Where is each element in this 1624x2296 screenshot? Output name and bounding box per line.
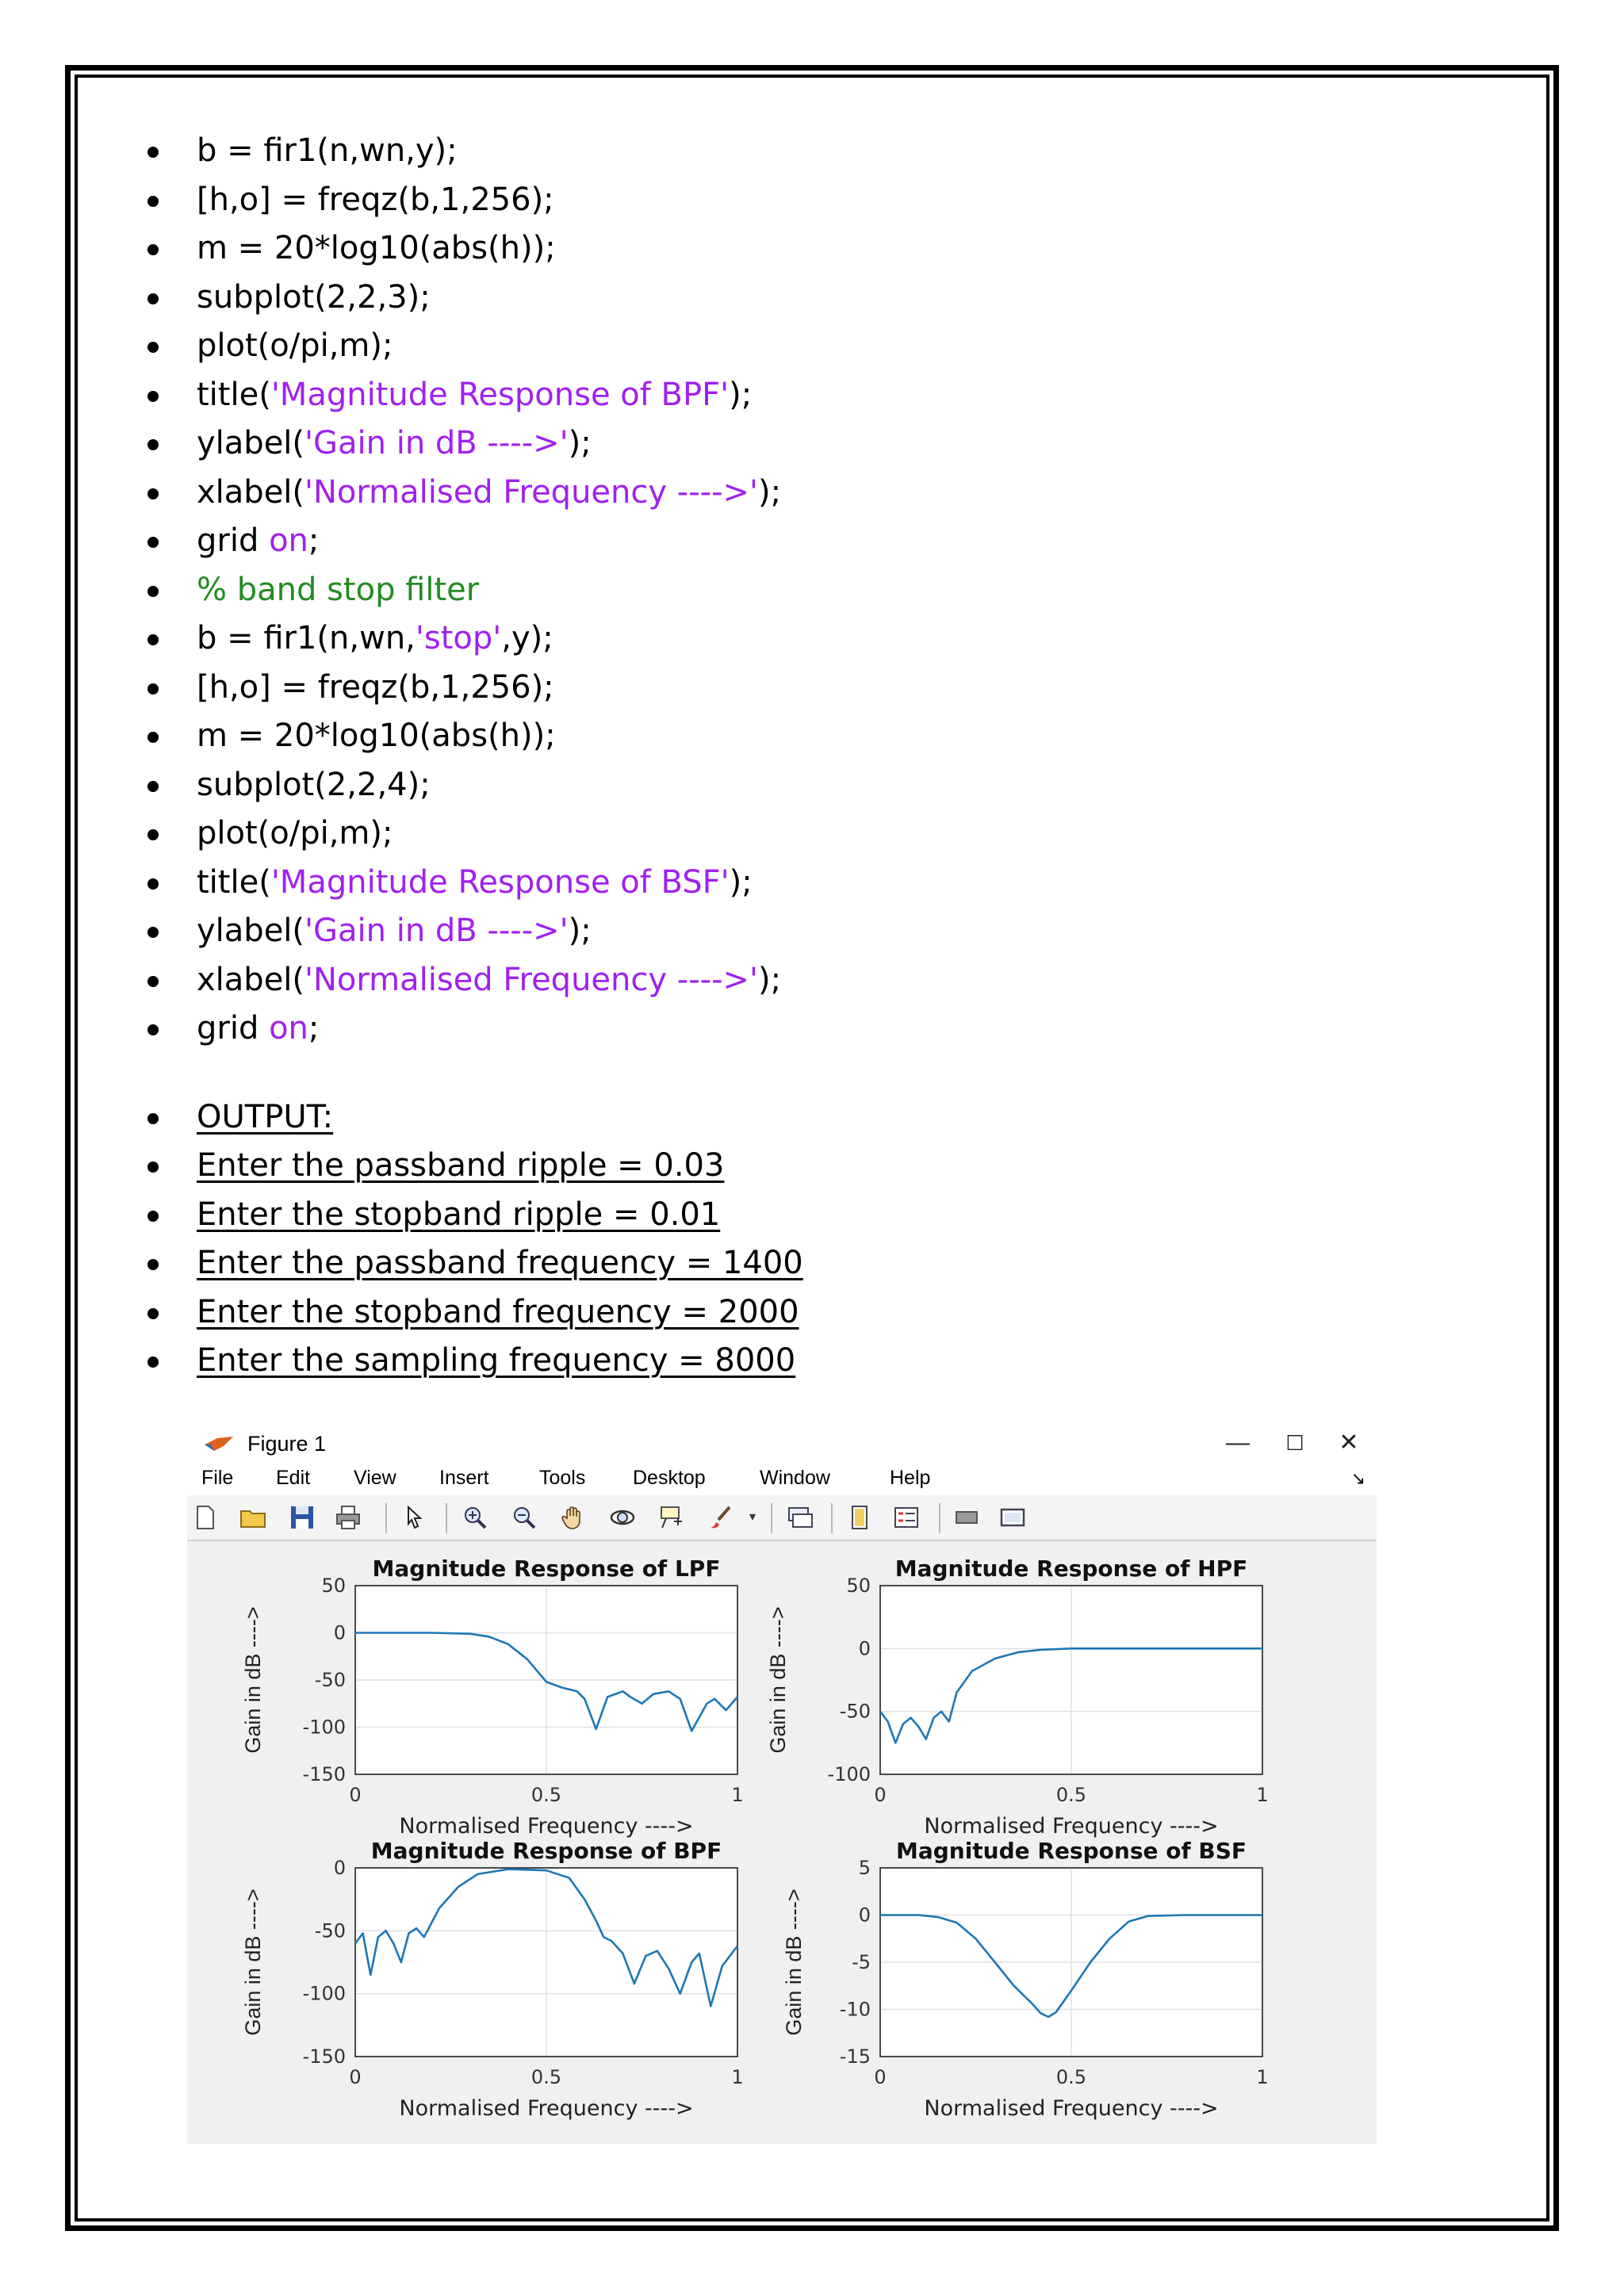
menu-tools[interactable]: Tools [539,1467,586,1489]
code-string: 'Magnitude Response of BSF' [270,863,730,901]
brush-icon[interactable] [707,1504,734,1531]
chart-title: Magnitude Response of BPF [370,1838,722,1864]
code-text: [h,o] = freqz(b,1,256); [197,181,554,218]
figure-toolbar [187,1495,1377,1541]
code-text: ); [568,913,592,949]
y-axis-label: Gain in dB ----> [241,1888,265,2036]
code-line [140,809,1488,859]
code-text: subplot(2,2,4); [197,766,431,803]
code-line [140,517,1488,566]
code-text: plot(o/pi,m); [197,815,393,851]
menu-view[interactable]: View [354,1467,396,1489]
y-tick-label: -15 [839,2045,871,2068]
toolbar-separator [831,1503,833,1533]
code-line [140,371,1488,420]
x-axis-label: Normalised Frequency ----> [399,2096,694,2121]
code-line [140,859,1488,908]
code-text: xlabel( [197,473,305,511]
menu-file[interactable]: File [201,1467,234,1489]
code-string: 'stop' [415,620,502,656]
code-listing [140,127,1488,1386]
x-tick-label: 0 [349,1784,362,1806]
code-string: on [269,522,308,559]
y-tick-label: 0 [333,1857,346,1879]
brush-dropdown-arrow-icon[interactable]: ▾ [749,1510,756,1524]
x-tick-label: 0 [874,2066,887,2088]
data-cursor-icon[interactable] [658,1504,685,1531]
y-tick-label: -10 [839,1998,871,2021]
toolbar-separator [446,1503,447,1533]
code-string: on [269,1010,308,1047]
x-tick-label: 1 [1256,1784,1269,1806]
code-text: m = 20*log10(abs(h)); [197,718,556,754]
y-tick-label: -5 [852,1951,871,1973]
y-tick-label: -100 [302,1982,346,2005]
menu-insert[interactable]: Insert [439,1467,489,1489]
code-comment: % band stop filter [197,571,480,608]
output-text: Enter the stopband frequency = 2000 [197,1293,799,1330]
print-icon[interactable] [335,1504,362,1531]
new-file-icon[interactable] [192,1504,219,1531]
code-text: xlabel( [197,961,305,998]
code-line [140,907,1488,956]
output-line [140,1191,1488,1240]
code-string: 'Normalised Frequency ---->' [304,473,759,511]
code-text: ylabel( [197,425,305,461]
code-text: ); [568,425,592,461]
code-text: grid [197,522,270,559]
code-line [140,176,1488,225]
code-text: title( [197,376,271,413]
colorbar-icon[interactable] [847,1504,874,1531]
x-tick-label: 0 [349,2066,362,2088]
y-tick-label: 50 [321,1575,346,1597]
x-tick-label: 1 [731,2066,744,2088]
plot-area [187,1541,1377,2144]
code-line [140,127,1488,176]
code-string: 'Gain in dB ---->' [304,425,569,461]
toolbar-separator [385,1503,387,1533]
menu-window[interactable]: Window [760,1467,830,1489]
x-tick-label: 0.5 [530,2066,562,2088]
toolbar-separator [939,1503,940,1533]
x-tick-label: 0.5 [1055,1784,1087,1806]
y-tick-label: 5 [858,1857,871,1879]
hide-plot-tools-icon[interactable] [953,1504,980,1531]
output-line [140,1288,1488,1337]
y-tick-label: -50 [314,1669,346,1691]
open-folder-icon[interactable] [239,1504,266,1531]
zoom-in-icon[interactable] [462,1504,488,1531]
x-axis-label: Normalised Frequency ----> [924,2096,1219,2121]
y-tick-label: -100 [302,1716,346,1739]
x-tick-label: 1 [731,1784,744,1806]
y-tick-label: 50 [846,1575,871,1597]
output-text: Enter the passband frequency = 1400 [197,1245,803,1281]
x-tick-label: 1 [1256,2066,1269,2088]
x-axis-label: Normalised Frequency ----> [924,1814,1219,1839]
pan-hand-icon[interactable] [560,1504,587,1531]
y-tick-label: -50 [314,1919,346,1942]
y-axis-label: Gain in dB ----> [766,1606,790,1754]
code-line [140,664,1488,713]
chart-title: Magnitude Response of LPF [372,1556,721,1582]
code-line [140,224,1488,274]
y-tick-label: -50 [839,1700,871,1723]
code-text: ,y); [501,620,553,656]
link-plot-icon[interactable] [787,1504,814,1531]
y-tick-label: -150 [302,1763,346,1785]
code-line [140,761,1488,810]
code-line [140,419,1488,469]
x-tick-label: 0 [874,1784,887,1806]
code-text: b = fir1(n,wn,y); [197,132,458,169]
output-heading [140,1093,1488,1142]
output-text: OUTPUT: [197,1098,334,1135]
code-line [140,566,1488,615]
output-text: Enter the sampling frequency = 8000 [197,1342,796,1379]
figure-title-bar [187,1424,1377,1462]
code-line [140,956,1488,1005]
y-tick-label: 0 [333,1621,346,1644]
rotate-3d-icon[interactable] [609,1504,636,1531]
code-string: 'Normalised Frequency ---->' [304,961,759,998]
output-line [140,1142,1488,1191]
toolbar-separator [771,1503,772,1533]
y-tick-label: 0 [858,1637,871,1660]
minimize-button[interactable]: — [1226,1429,1250,1456]
output-text: Enter the stopband ripple = 0.01 [197,1196,721,1233]
y-tick-label: -150 [302,2045,346,2068]
code-text: ); [729,863,753,901]
y-tick-label: 0 [858,1904,871,1927]
code-text: [h,o] = freqz(b,1,256); [197,668,554,706]
dock-arrow-icon[interactable]: ↘ [1350,1468,1365,1488]
zoom-out-icon[interactable] [511,1504,538,1531]
menu-edit[interactable]: Edit [276,1467,311,1489]
code-text: ; [308,1010,320,1047]
code-text: ; [308,522,320,559]
code-text: b = fir1(n,wn, [197,620,416,656]
pointer-icon[interactable] [401,1504,428,1531]
chart-title: Magnitude Response of HPF [894,1556,1248,1582]
menu-help[interactable]: Help [890,1467,931,1489]
x-tick-label: 0.5 [530,1784,562,1806]
code-text: m = 20*log10(abs(h)); [197,230,556,266]
maximize-button[interactable]: ☐ [1285,1431,1304,1455]
show-plot-tools-icon[interactable] [999,1504,1026,1531]
code-line [140,614,1488,664]
code-text: ); [758,473,782,511]
x-tick-label: 0.5 [1055,2066,1087,2088]
y-axis-label: Gain in dB ----> [782,1888,806,2036]
menu-desktop[interactable]: Desktop [633,1467,706,1489]
output-text: Enter the passband ripple = 0.03 [197,1147,725,1184]
save-icon[interactable] [289,1504,316,1531]
code-string: 'Gain in dB ---->' [304,913,569,949]
matlab-logo-icon [203,1435,235,1452]
code-string: 'Magnitude Response of BPF' [270,376,730,413]
code-text: ylabel( [197,913,305,949]
subplots-canvas [187,1541,1377,2144]
legend-icon[interactable] [893,1504,920,1531]
figure-menu-bar [187,1462,1377,1495]
code-line [140,1004,1488,1054]
x-axis-label: Normalised Frequency ----> [399,1814,694,1839]
code-text: title( [197,863,271,901]
code-line [140,322,1488,371]
code-text: plot(o/pi,m); [197,327,393,364]
y-tick-label: -100 [827,1763,871,1785]
figure-title: Figure 1 [247,1432,327,1456]
output-line [140,1337,1488,1386]
chart-title: Magnitude Response of BSF [895,1838,1247,1864]
code-line [140,469,1488,518]
code-line [140,712,1488,761]
code-text: subplot(2,2,3); [197,278,431,316]
code-text: ); [758,961,782,998]
close-button[interactable]: ✕ [1339,1429,1359,1456]
y-axis-label: Gain in dB ----> [241,1606,265,1754]
code-line [140,274,1488,323]
output-line [140,1239,1488,1288]
code-text: ); [729,376,753,413]
matlab-figure-window [187,1424,1377,2144]
code-text: grid [197,1010,270,1047]
